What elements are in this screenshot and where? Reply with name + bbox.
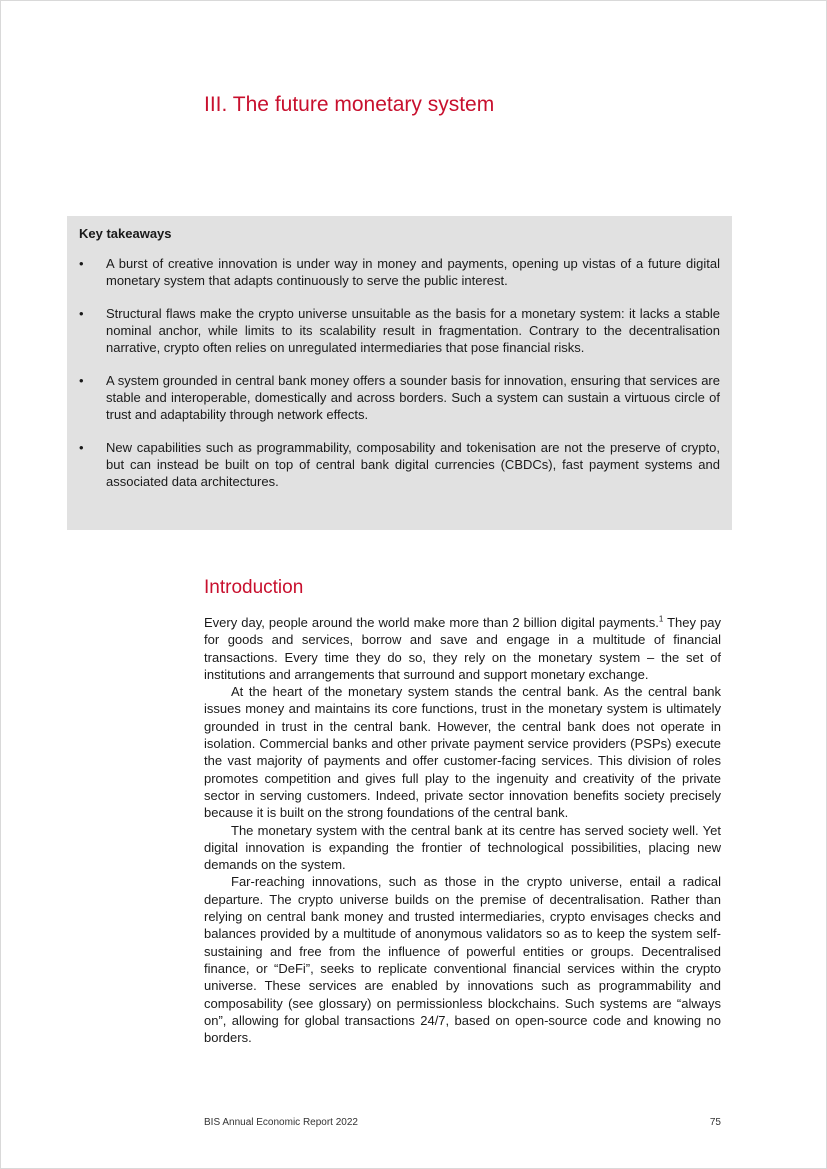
key-takeaways-box: [67, 216, 732, 530]
takeaway-text: A burst of creative innovation is under way in money and payments, opening up vistas of a future digital monetary system that adapts continuously to serve the public interest.: [106, 256, 720, 288]
takeaway-item: [79, 255, 720, 289]
bullet-icon: •: [79, 256, 84, 271]
paragraph: The monetary system with the central bank at its centre has served society well. Yet digital innovation is expanding the frontier of technological possibilities, placing new demands on the system.: [204, 822, 721, 873]
takeaway-item: [79, 372, 720, 423]
paragraph: At the heart of the monetary system stands the central bank. As the central bank issues money and maintains its core functions, trust in the monetary system is ultimately grounded in trust in the central bank. However, the central bank does not operate in isolation. Commercial banks and other private payment service providers (PSPs) execute the vast majority of payments and offer customer-facing services. This division of roles promotes competition and gives full play to the ingenuity and creativity of the private sector in serving customers. Indeed, private sector innovation benefits society precisely because it is built on the strong foundations of the central bank.: [204, 684, 721, 821]
paragraph: Far-reaching innovations, such as those in the crypto universe, entail a radical departure. The crypto universe builds on the premise of decentralisation. Rather than relying on central bank money and trusted intermediaries, crypto envisages checks and balances provided by a multitude of anonymous validators so as to keep the system self-sustaining and free from the influence of powerful entities or groups. Decentralised finance, or “DeFi”, seeks to replicate conventional financial services within the crypto universe. These services are enabled by innovations such as programmability and composability (see glossary) on permissionless blockchains. Such systems are “always on”, allowing for global transactions 24/7, based on open-source code and knowing no borders.: [204, 874, 721, 1046]
section-title-introduction: Introduction: [204, 577, 304, 598]
paragraph: [204, 614, 721, 683]
paragraph-text: They pay for goods and services, borrow and save and engage in a multitude of financial transactions. Every time they do so, they rely on the monetary system – the set of institutions and arrangements that surround and support monetary exchange.: [204, 615, 721, 682]
takeaway-text: A system grounded in central bank money offers a sounder basis for innovation, ensuring that services are stable and interoperable, domestically and across borders. Such a system can sustain a virtuous circle of trust and adaptability through network effects.: [106, 373, 720, 422]
bullet-icon: •: [79, 440, 84, 455]
takeaway-text: Structural flaws make the crypto universe unsuitable as the basis for a monetary system: it lacks a stable nominal anchor, while limits to its scalability result in fragmentation. Contrary to the decentralisation narrative, crypto often relies on unregulated intermediaries that pose financial risks.: [106, 306, 720, 355]
footnote-marker[interactable]: 1: [658, 614, 664, 624]
key-takeaways-heading: Key takeaways: [79, 226, 172, 241]
page-number: 75: [709, 1117, 721, 1128]
introduction-body: [204, 614, 721, 1046]
footer-publication: BIS Annual Economic Report 2022: [204, 1117, 358, 1128]
bullet-icon: •: [79, 306, 84, 321]
takeaway-item: [79, 439, 720, 490]
key-takeaways-list: [79, 255, 720, 490]
takeaway-text: New capabilities such as programmability, composability and tokenisation are not the preserve of crypto, but can instead be built on top of central bank digital currencies (CBDCs), fast payment systems and associated data architectures.: [106, 440, 720, 489]
bullet-icon: •: [79, 373, 84, 388]
paragraph-text: Every day, people around the world make more than 2 billion digital payments.: [204, 615, 659, 630]
chapter-title: III. The future monetary system: [204, 93, 495, 116]
takeaway-item: [79, 305, 720, 356]
